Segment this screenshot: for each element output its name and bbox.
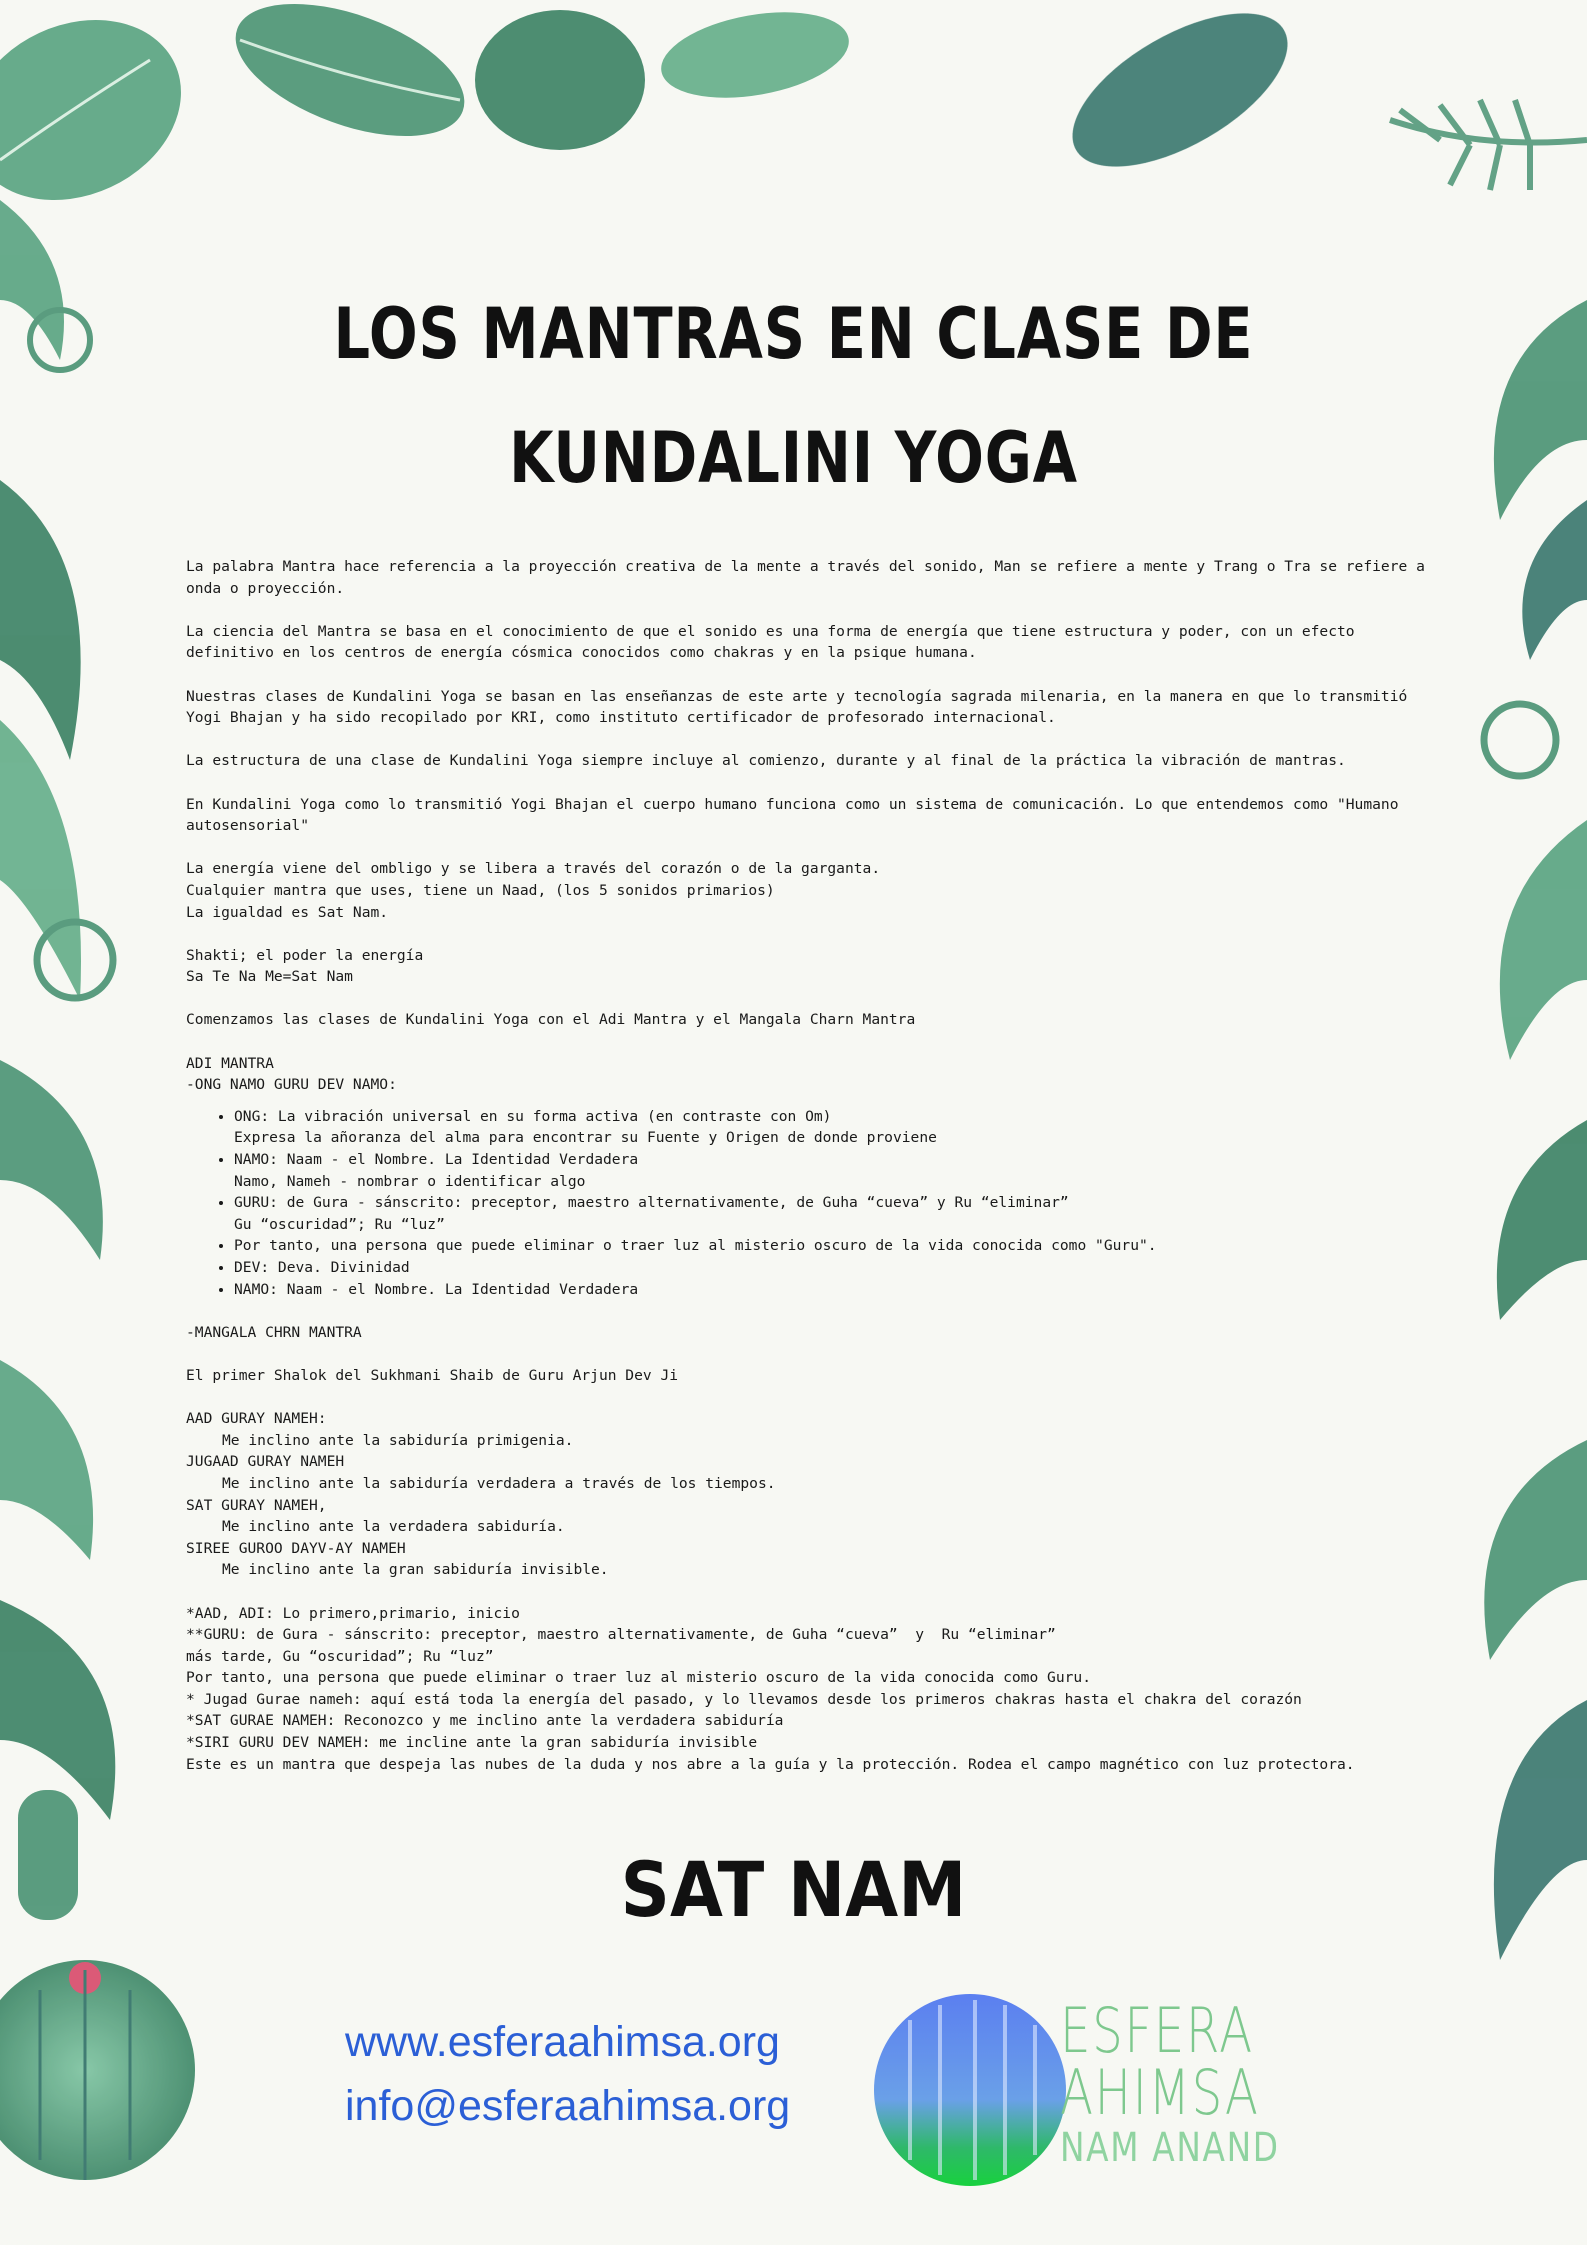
logo-wordmark — [1060, 1994, 1328, 2171]
verse-meaning: Me inclino ante la gran sabiduría invisible. — [222, 1561, 609, 1579]
text-line: Cualquier mantra que uses, tiene un Naad, (los 5 sonidos primarios) — [186, 881, 775, 899]
page-title — [143, 272, 1444, 520]
paragraph: Nuestras clases de Kundalini Yoga se basan en las enseñanzas de este arte y tecnología sagrada milenaria, en la manera en que lo transmitió Yogi Bhajan y ha sido recopilado por KRI, como instituto certificador de profesorado internacional. — [186, 687, 1417, 727]
note-line: * Jugad Gurae nameh: aquí está toda la energía del pasado, y lo llevamos desde los primeros chakras hasta el chakra del corazón — [186, 1690, 1302, 1708]
verse-meaning: Me inclino ante la verdadera sabiduría. — [222, 1518, 565, 1536]
verse-meaning: Me inclino ante la sabiduría primigenia. — [222, 1431, 574, 1449]
note-line: más tarde, Gu “oscuridad”; Ru “luz” — [186, 1647, 494, 1665]
shakti-block — [186, 945, 1426, 988]
verse-line: SAT GURAY NAMEH, — [186, 1496, 327, 1514]
list-item — [234, 1192, 1426, 1235]
paragraph: La estructura de una clase de Kundalini Yoga siempre incluye al comienzo, durante y al final de la práctica la vibración de mantras. — [186, 752, 1346, 770]
list-item-sub: Expresa la añoranza del alma para encontrar su Fuente y Origen de donde proviene — [234, 1129, 937, 1147]
list-item — [234, 1149, 1426, 1192]
adi-mantra-list — [186, 1106, 1426, 1300]
note-line: *SAT GURAE NAMEH: Reconozco y me inclino ante la verdadera sabiduría — [186, 1712, 784, 1730]
verse-meaning: Me inclino ante la sabiduría verdadera a través de los tiempos. — [222, 1474, 776, 1492]
adi-mantra-subheading: -ONG NAMO GURU DEV NAMO: — [186, 1076, 397, 1094]
logo-line-3: NAM ANAND — [1060, 2125, 1280, 2171]
list-item-sub: Namo, Nameh - nombrar o identificar algo — [234, 1172, 586, 1190]
leaf-top-center-icon — [218, 0, 1311, 198]
leaf-right-column-icon — [1484, 300, 1587, 1960]
mangala-intro: El primer Shalok del Sukhmani Shaib de Guru Arjun Dev Ji — [186, 1366, 679, 1384]
note-line: **GURU: de Gura - sánscrito: preceptor, maestro alternativamente, de Guha “cueva” y Ru “eliminar” — [186, 1626, 1056, 1644]
list-item-main: GURU: de Gura - sánscrito: preceptor, maestro alternativamente, de Guha “cueva” y Ru “eliminar” — [234, 1194, 1069, 1212]
adi-mantra-heading: ADI MANTRA — [186, 1054, 274, 1072]
verse-line: AAD GURAY NAMEH: — [186, 1410, 327, 1428]
text-line: Sa Te Na Me=Sat Nam — [186, 968, 353, 986]
verse-line: JUGAAD GURAY NAMEH — [186, 1453, 345, 1471]
logo-line-1: ESFERA — [1060, 1994, 1254, 2067]
verse-line: SIREE GUROO DAYV-AY NAMEH — [186, 1539, 406, 1557]
email-link[interactable]: info@esferaahimsa.org — [345, 2082, 791, 2130]
text-line: La igualdad es Sat Nam. — [186, 903, 389, 921]
list-item-main: ONG: La vibración universal en su forma activa (en contraste con Om) — [234, 1107, 832, 1125]
paragraph: En Kundalini Yoga como lo transmitió Yogi Bhajan el cuerpo humano funciona como un sistema de comunicación. Lo que entendemos como "Humano autosensorial" — [186, 795, 1408, 835]
paragraph: La palabra Mantra hace referencia a la proyección creativa de la mente a través del sonido, Man se refiere a mente y Trang o Tra se refiere a onda o proyección. — [186, 558, 1434, 597]
note-line: *AAD, ADI: Lo primero,primario, inicio — [186, 1604, 520, 1622]
intro-line: Comenzamos las clases de Kundalini Yoga con el Adi Mantra y el Mangala Charn Mantra — [186, 1011, 916, 1029]
list-item — [234, 1279, 1426, 1301]
contact-links — [345, 2010, 790, 2138]
note-line: Este es un mantra que despeja las nubes de la duda y nos abre a la guía y la protección. Rodea el campo magnético con luz protectora. — [186, 1755, 1355, 1773]
list-item — [234, 1235, 1426, 1257]
fern-top-right-icon — [1390, 100, 1587, 190]
cactus-icon — [0, 1960, 195, 2180]
energy-block — [186, 858, 1426, 923]
website-link[interactable]: www.esferaahimsa.org — [345, 2018, 780, 2066]
note-line: *SIRI GURU DEV NAMEH: me incline ante la gran sabiduría invisible — [186, 1734, 758, 1752]
title-line-2: KUNDALINI YOGA — [509, 416, 1078, 499]
body-text — [186, 556, 1434, 1797]
list-item — [234, 1106, 1426, 1149]
title-line-1: LOS MANTRAS EN CLASE DE — [333, 292, 1254, 375]
list-item-main: NAMO: Naam - el Nombre. La Identidad Verdadera — [234, 1151, 639, 1169]
leaf-top-left-icon — [0, 0, 211, 234]
list-item-main: DEV: Deva. Divinidad — [234, 1259, 410, 1276]
list-item-main: Por tanto, una persona que puede eliminar o traer luz al misterio oscuro de la vida conocida como "Guru". — [234, 1237, 1157, 1255]
mangala-heading: -MANGALA CHRN MANTRA — [186, 1323, 362, 1341]
text-line: La energía viene del ombligo y se libera a través del corazón o de la garganta. — [186, 860, 881, 878]
notes-block — [186, 1603, 1426, 1776]
note-line: Por tanto, una persona que puede eliminar o traer luz al misterio oscuro de la vida conocida como Guru. — [186, 1669, 1091, 1687]
mangala-verses — [186, 1408, 1426, 1581]
list-item — [234, 1257, 1426, 1279]
text-line: Shakti; el poder la energía — [186, 946, 424, 964]
closing-heading: SAT NAM — [620, 1845, 967, 1934]
leaf-left-column-icon — [0, 200, 115, 1920]
adi-mantra-heading-block — [186, 1053, 1426, 1096]
logo-line-2: AHIMSA — [1060, 2056, 1260, 2129]
list-item-sub: Gu “oscuridad”; Ru “luz” — [234, 1215, 445, 1233]
paragraph: La ciencia del Mantra se basa en el conocimiento de que el sonido es una forma de energía que tiene estructura y poder, con un efecto definitivo en los centros de energía cósmica conocidos como chakras y en la psique humana. — [186, 622, 1364, 662]
list-item-main: NAMO: Naam - el Nombre. La Identidad Verdadera — [234, 1280, 639, 1298]
